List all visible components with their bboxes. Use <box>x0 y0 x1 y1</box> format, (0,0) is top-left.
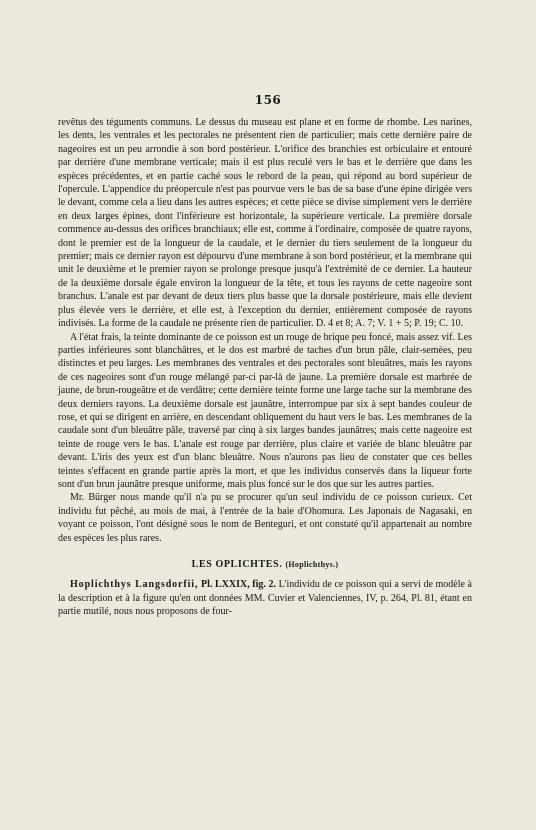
paragraph-provenance: Mr. Bürger nous mande qu'il n'a pu se procurer qu'un seul individu de ce poisson curieux. Cet individu fut pêché, au mois de mai, à l'entrée de la baie d'Ohomura. Les Japonais de Nagasaki, en voyant ce poisson, l'ont désigné sous le nom de Benteguri, et ont constaté qu'il appartenait au nombre des espèces les plus rares. <box>58 492 472 544</box>
paragraph-coloration: A l'état frais, la teinte dominante de ce poisson est un rouge de brique peu foncé, mais assez vif. Les parties inférieures sont blanchâtres, et le dos est marbré de taches d'un brun pâle, clair-semées, peu distinctes et peu larges. Les membranes des ventrales et des pectorales sont bleuâtres, mais les rayons de ces nageoires sont d'un rouge mélangé par-ci par-là de jaune. La première dorsale est marbrée de jaune, de brun-rougeâtre et de verdâtre; cette dernière teinte forme une large tache sur la membrane des deux derniers rayons. La deuxième dorsale est jaunâtre, interrompue par six à sept bandes couleur de rose, et qui se dirigent en arrière, en descendant obliquement du haut vers le bas. Les membranes de la caudale sont d'un bleuâtre pâle, traversé par cinq à six larges bandes jaunâtres; mais cette nageoire est teinte de rouge vers le bas. L'anale est rouge par derrière, plus claire et variée de blanc bleuâtre par devant. L'iris des yeux est d'un blanc bleuâtre. Nous n'aurons pas lieu de constater que ces belles teintes s'effacent en grande partie après la mort, et que les individus conservés dans la liqueur forte sont d'un brun jaunâtre presque uniforme, mais plus foncé sur le dos que sur les autres parties. <box>58 331 472 490</box>
section-title: LES OPLICHTES. <box>191 559 283 570</box>
paragraph-species-entry <box>58 578 472 618</box>
body-text <box>58 116 472 619</box>
plate-reference: Pl. LXXIX, fig. 2. <box>200 579 276 591</box>
section-subtitle: (Hoplichthys.) <box>285 560 339 569</box>
species-name: Hoplichthys Langsdorfii, <box>70 579 199 591</box>
paragraph-description: revêtus des téguments communs. Le dessus du museau est plane et en forme de rhombe. Les narines, les dents, les ventrales et les pectorales ne présentent rien de particulier; mais cette dernière paire de nageoires est un peu arrondie à son bord postérieur. L'orifice des branchies est orbiculaire et entouré par derrière d'une membrane verticale; mais il est plus reculé vers le bas et le derrière que dans les espèces précédentes, et en partie caché sous le rebord de la peau, qui répond au bord supérieur de l'opercule. L'appendice du préopercule n'est pas pourvue vers le bas de sa base d'une épine dirigée vers le devant, comme cela a lieu dans les autres espèces; et cette pièce se divise simplement vers le derrière en deux larges épines, dont l'inférieure est horizontale, la supérieure verticale. La première dorsale commence au-dessus des orifices branchiaux; elle est, comme à l'ordinaire, composée de quatre rayons, dont le premier est de la longueur de la caudale, et le dernier du tiers seulement de la longueur du premier; mais ce dernier rayon est dépourvu d'une membrane à son bord postérieur, et la membrane qui unit le deuxième et le premier rayon se prolonge presque jusqu'à l'extrémité de ce dernier. La hauteur de la deuxième dorsale égale environ la longueur de la tête, et tous les rayons de cette nageoire sont branchus. L'anale est par devant de deux tiers plus basse que la dorsale postérieure, mais elle devient plus élevée vers le derrière, et elle est, à l'exception du dernier, entièrement composée de rayons indivisés. La forme de la caudale ne présente rien de particulier. D. 4 et 8; A. 7; V. 1 + 5; P. 19; C. 10. <box>58 117 472 330</box>
section-heading <box>58 558 472 571</box>
page-number: 156 <box>254 93 282 107</box>
species-entry-text: L'individu de ce poisson qui a servi de modèle à la description et à la figure qu'en ont données MM. Cuvier et Valenciennes, IV, p. 264, Pl. 81, étant en partie mutilé, nous nous proposons de four- <box>58 579 472 618</box>
